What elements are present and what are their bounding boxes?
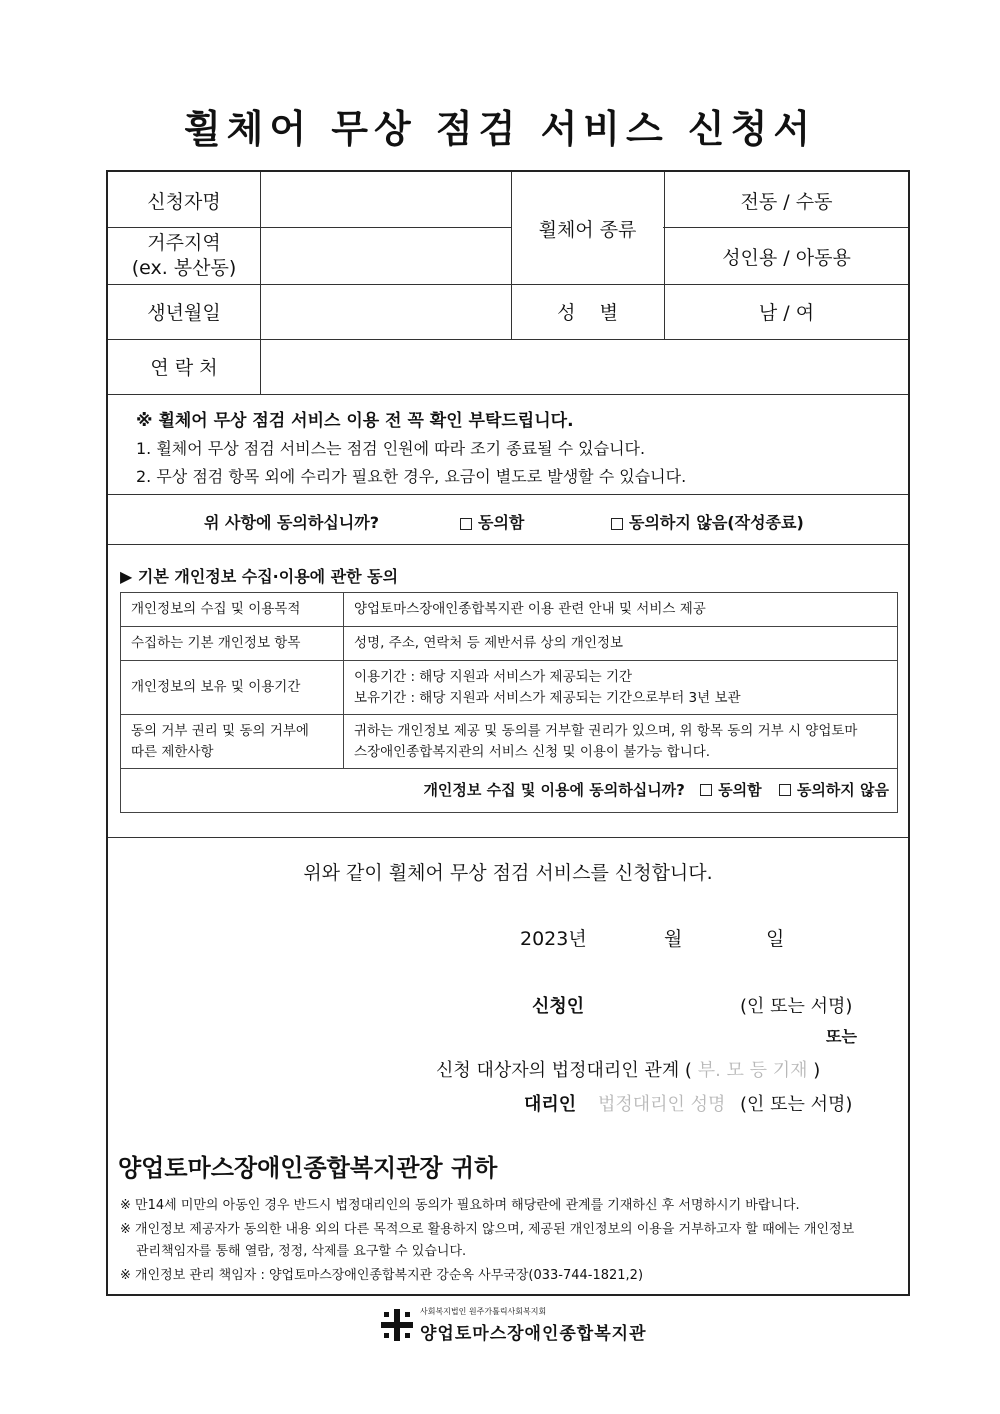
privacy-consent-row <box>121 769 898 813</box>
agree-label: 동의함 <box>478 513 525 532</box>
privacy-table <box>120 592 898 813</box>
disagree-label: 동의하지 않음(작성종료) <box>629 513 804 532</box>
applicant-seal-hint[interactable]: (인 또는 서명) <box>740 996 853 1017</box>
privacy-refusal-value <box>344 715 898 769</box>
application-statement: 위와 같이 휠체어 무상 점검 서비스를 신청합니다. <box>303 862 713 884</box>
privacy-refusal-label-line-2: 따른 제한사항 <box>131 743 214 760</box>
privacy-purpose-label: 개인정보의 수집 및 이용목적 <box>121 593 344 627</box>
privacy-purpose-value: 양업토마스장애인종합복지관 이용 관련 안내 및 서비스 제공 <box>344 593 898 627</box>
privacy-period-value <box>344 661 898 715</box>
representative-relation-label: 신청 대상자의 법정대리인 관계 ( <box>436 1060 692 1081</box>
notice-header: ※ 휠체어 무상 점검 서비스 이용 전 꼭 확인 부탁드립니다. <box>136 411 574 431</box>
divider <box>108 394 908 395</box>
privacy-disagree-label: 동의하지 않음 <box>796 780 889 799</box>
retention-period: 보유기간 : 해당 지원과 서비스가 제공되는 기간으로부터 3년 보관 <box>354 689 741 706</box>
privacy-consent-question: 개인정보 수집 및 이용에 동의하십니까? <box>423 780 685 799</box>
table-row <box>121 593 898 627</box>
footnote-1: ※ 만14세 미만의 아동인 경우 반드시 법정대리인의 동의가 필요하며 해당란에 관계를 기재하신 후 서명하시기 바랍니다. <box>120 1198 800 1213</box>
notice-item-2: 2. 무상 점검 항목 외에 수리가 필요한 경우, 요금이 별도로 발생할 수 있습니다. <box>136 467 687 486</box>
agree-option[interactable] <box>460 510 524 533</box>
divider <box>108 494 908 495</box>
disagree-checkbox[interactable] <box>611 518 623 530</box>
region-label-example: (ex. 봉산동) <box>131 257 237 279</box>
logo-name: 양업토마스장애인종합복지관 <box>420 1324 647 1344</box>
gender-label: 성 별 <box>557 302 618 324</box>
divider <box>108 544 908 545</box>
agreement-question: 위 사항에 동의하십니까? <box>204 513 379 532</box>
privacy-refusal-label-line-1: 동의 거부 권리 및 동의 거부에 <box>131 722 309 739</box>
cross-logo-icon <box>380 1308 414 1342</box>
or-label: 또는 <box>826 1027 857 1046</box>
logo-subtitle: 사회복지법인 원주가톨릭사회복지회 <box>420 1307 547 1316</box>
privacy-refusal-value-line-1: 귀하는 개인정보 제공 및 동의를 거부할 권리가 있으며, 위 항목 동의 거부 시 양업토마 <box>354 722 858 739</box>
privacy-agree-checkbox[interactable] <box>700 784 712 796</box>
footnote-2: ※ 개인정보 제공자가 동의한 내용 외의 다른 목적으로 활용하지 않으며, 제공된 개인정보의 이용을 거부하고자 할 때에는 개인정보 <box>120 1222 855 1237</box>
representative-relation-hint: 부. 모 등 기재 <box>697 1060 808 1081</box>
wheelchair-power-option[interactable]: 전동 / 수동 <box>740 190 833 213</box>
privacy-section-title: ▶ 기본 개인정보 수집·이용에 관한 동의 <box>120 567 399 586</box>
notice-item-1: 1. 휠체어 무상 점검 서비스는 점검 인원에 따라 조기 종료될 수 있습니다. <box>136 439 646 458</box>
application-day[interactable]: 일 <box>766 928 785 950</box>
application-form <box>106 170 910 1296</box>
region-label-text: 거주지역 <box>147 232 221 255</box>
wheelchair-type-label: 휠체어 종류 <box>538 218 637 241</box>
privacy-agree-label: 동의함 <box>718 780 762 799</box>
region-field[interactable] <box>261 229 510 283</box>
contact-field[interactable] <box>261 340 908 393</box>
privacy-refusal-label <box>121 715 344 769</box>
divider <box>108 837 908 838</box>
page-title: 휠체어 무상 점검 서비스 신청서 <box>183 107 817 151</box>
privacy-consent-agree[interactable] <box>700 781 761 799</box>
table-row <box>121 715 898 769</box>
table-row <box>121 627 898 661</box>
privacy-items-label: 수집하는 기본 개인정보 항목 <box>121 627 344 661</box>
privacy-disagree-checkbox[interactable] <box>779 784 791 796</box>
contact-label: 연 락 처 <box>150 357 218 379</box>
wheelchair-age-option[interactable]: 성인용 / 아동용 <box>722 246 851 269</box>
privacy-period-label: 개인정보의 보유 및 이용기간 <box>121 661 344 715</box>
birth-label: 생년월일 <box>147 302 221 324</box>
footnote-3: ※ 개인정보 관리 책임자 : 양업토마스장애인종합복지관 강순옥 사무국장(033-744-1821,2) <box>120 1268 644 1283</box>
name-field[interactable] <box>261 173 510 227</box>
representative-label: 대리인 <box>524 1094 577 1115</box>
footnote-2-continued: 관리책임자를 통해 열람, 정정, 삭제를 요구할 수 있습니다. <box>136 1244 467 1259</box>
privacy-refusal-value-line-2: 스장애인종합복지관의 서비스 신청 및 이용이 불가능 합니다. <box>354 743 711 760</box>
representative-seal-hint[interactable]: (인 또는 서명) <box>740 1094 853 1115</box>
representative-relation[interactable] <box>436 1056 820 1082</box>
usage-period: 이용기간 : 해당 지원과 서비스가 제공되는 기간 <box>354 668 633 685</box>
representative-name-hint[interactable]: 법정대리인 성명 <box>598 1094 726 1115</box>
birth-field[interactable] <box>261 285 510 338</box>
region-label <box>108 228 260 284</box>
organization-logo <box>380 1306 660 1346</box>
gender-options[interactable]: 남 / 여 <box>758 302 815 324</box>
privacy-consent-disagree[interactable] <box>779 781 889 799</box>
recipient: 양업토마스장애인종합복지관장 귀하 <box>118 1154 498 1182</box>
name-label: 신청자명 <box>147 190 221 213</box>
agree-checkbox[interactable] <box>460 518 472 530</box>
application-month[interactable]: 월 <box>664 928 683 950</box>
table-row <box>121 661 898 715</box>
representative-relation-close: ) <box>813 1060 821 1081</box>
application-year: 2023년 <box>520 928 587 950</box>
applicant-label: 신청인 <box>532 996 585 1017</box>
table-row <box>121 769 898 813</box>
disagree-option[interactable] <box>611 510 804 533</box>
privacy-items-value: 성명, 주소, 연락처 등 제반서류 상의 개인정보 <box>344 627 898 661</box>
